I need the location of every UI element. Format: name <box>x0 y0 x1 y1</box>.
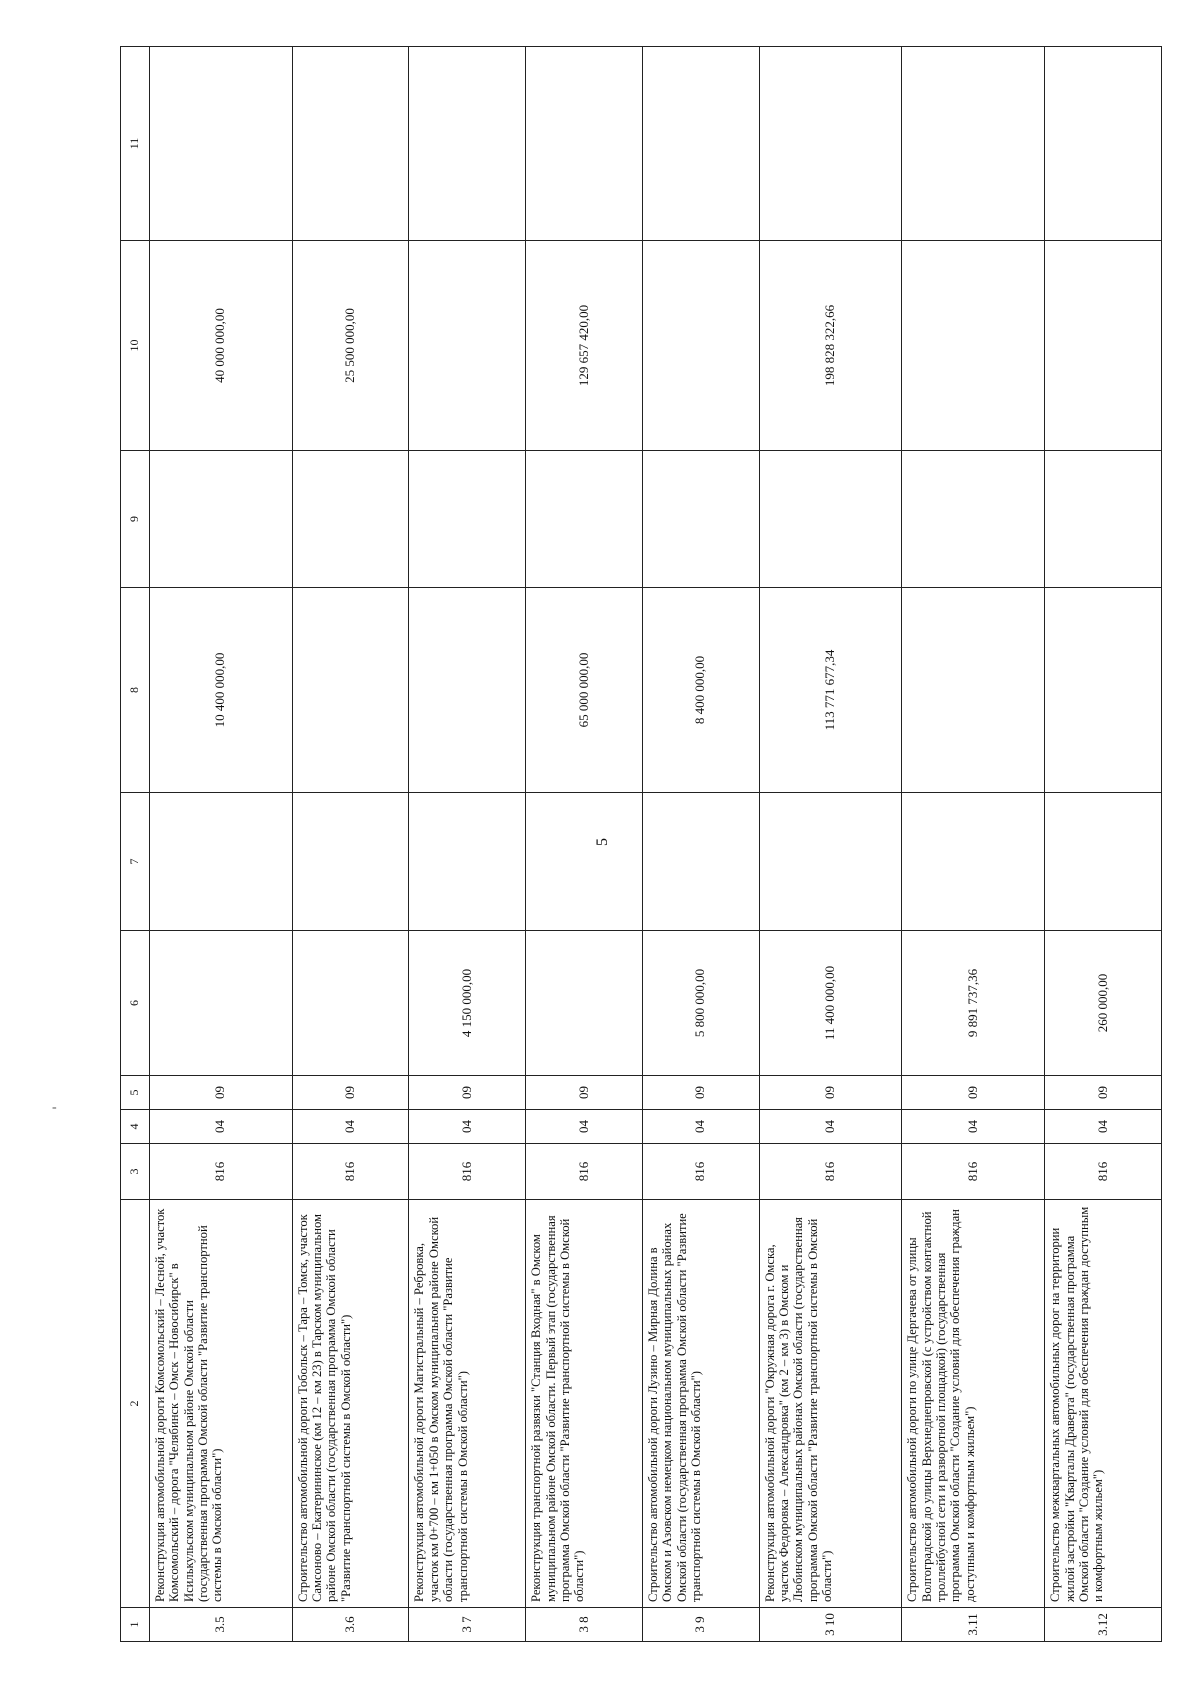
row-number: 3 8 <box>526 1608 643 1642</box>
row-description: Строительство автомобильной дороги Лузино – Мирная Долина в Омском и Азовском немецком национальном муниципальных районах Омской области (государственная программа Омской области "Развитие транспортной системы в Омской области") <box>642 1200 759 1608</box>
cell-col9 <box>409 451 526 588</box>
cell-col5: 09 <box>409 1076 526 1110</box>
cell-col4: 04 <box>292 1110 409 1144</box>
table-row <box>409 47 526 1642</box>
row-number: 3.12 <box>1045 1608 1162 1642</box>
cell-col7 <box>759 793 902 931</box>
cell-col8 <box>292 588 409 793</box>
cell-col6: 9 891 737,36 <box>902 931 1045 1076</box>
column-number: 11 <box>121 47 150 241</box>
row-description: Реконструкция автомобильной дороги Комсомольский – Лесной, участок Комсомольский – дорога "Челябинск – Омск – Новосибирск" в Исилькульском муниципальном районе Омской области (государственная программа Омской области "Развитие транспортной системы в Омской области") <box>150 1200 293 1608</box>
column-number: 5 <box>121 1076 150 1110</box>
cell-col5: 09 <box>642 1076 759 1110</box>
column-number: 4 <box>121 1110 150 1144</box>
cell-col5: 09 <box>292 1076 409 1110</box>
cell-col3: 816 <box>150 1144 293 1200</box>
cell-col5: 09 <box>1045 1076 1162 1110</box>
cell-col4: 04 <box>1045 1110 1162 1144</box>
cell-col7 <box>409 793 526 931</box>
cell-col10: 129 657 420,00 <box>526 241 643 451</box>
table-row <box>642 47 759 1642</box>
column-number: 7 <box>121 793 150 931</box>
cell-col10 <box>1045 241 1162 451</box>
column-number: 6 <box>121 931 150 1076</box>
cell-col8: 65 000 000,00 <box>526 588 643 793</box>
cell-col9 <box>1045 451 1162 588</box>
cell-col3: 816 <box>409 1144 526 1200</box>
row-description: Реконструкция транспортной развязки "Станция Входная" в Омском муниципальном районе Омской области. Первый этап (государственная программа Омской области "Развитие транспортной системы в Омской области") <box>526 1200 643 1608</box>
cell-col6 <box>150 931 293 1076</box>
cell-col11 <box>1045 47 1162 241</box>
cell-col4: 04 <box>642 1110 759 1144</box>
cell-col8: 8 400 000,00 <box>642 588 759 793</box>
table-row <box>759 47 902 1642</box>
cell-col6: 4 150 000,00 <box>409 931 526 1076</box>
cell-col9 <box>526 451 643 588</box>
table-row <box>150 47 293 1642</box>
cell-col8 <box>409 588 526 793</box>
cell-col9 <box>759 451 902 588</box>
cell-col5: 09 <box>526 1076 643 1110</box>
cell-col3: 816 <box>902 1144 1045 1200</box>
cell-col7 <box>150 793 293 931</box>
cell-col11 <box>292 47 409 241</box>
cell-col3: 816 <box>642 1144 759 1200</box>
cell-col9 <box>292 451 409 588</box>
cell-col11 <box>409 47 526 241</box>
column-number: 3 <box>121 1144 150 1200</box>
cell-col4: 04 <box>759 1110 902 1144</box>
scan-mark: - <box>52 1100 57 1115</box>
cell-col8 <box>902 588 1045 793</box>
row-number: 3 7 <box>409 1608 526 1642</box>
cell-col11 <box>150 47 293 241</box>
column-number: 10 <box>121 241 150 451</box>
cell-col4: 04 <box>526 1110 643 1144</box>
row-description: Строительство автомобильной дороги по улице Дергачева от улицы Волгоградской до улицы Верхнеднепровской (с устройством контактной троллейбусной сети и разворотной площадкой) (государственная программа Омской области "Создание условий для обеспечения граждан доступным и комфортным жильем") <box>902 1200 1045 1608</box>
cell-col6: 260 000,00 <box>1045 931 1162 1076</box>
cell-col10: 25 500 000,00 <box>292 241 409 451</box>
row-number: 3.11 <box>902 1608 1045 1642</box>
row-number: 3.6 <box>292 1608 409 1642</box>
cell-col10 <box>642 241 759 451</box>
cell-col11 <box>759 47 902 241</box>
row-description: Реконструкция автомобильной дороги "Окружная дорога г. Омска, участок Федоровка – Александровка" (км 2 – км 3) в Омском и Любинском муниципальных районах Омской области (государственная программа Омской области "Развитие транспортной системы в Омской области") <box>759 1200 902 1608</box>
cell-col4: 04 <box>150 1110 293 1144</box>
row-number: 3.5 <box>150 1608 293 1642</box>
rotated-table-container <box>120 47 1162 1642</box>
cell-col8 <box>1045 588 1162 793</box>
table-row <box>1045 47 1162 1642</box>
cell-col8: 113 771 677,34 <box>759 588 902 793</box>
cell-col6: 5 800 000,00 <box>642 931 759 1076</box>
column-number: 1 <box>121 1608 150 1642</box>
cell-col8: 10 400 000,00 <box>150 588 293 793</box>
cell-col7 <box>292 793 409 931</box>
cell-col10 <box>902 241 1045 451</box>
cell-col11 <box>526 47 643 241</box>
cell-col5: 09 <box>902 1076 1045 1110</box>
cell-col3: 816 <box>759 1144 902 1200</box>
row-description: Строительство межквартальных автомобильных дорог на территории жилой застройки "Кварталы Драверта" (государственная программа Омской области "Создание условий для обеспечения граждан доступным и комфортным жильем") <box>1045 1200 1162 1608</box>
row-description: Строительство автомобильной дороги Тобольск – Тара – Томск, участок Самсоново – Екатерининское (км 12 – км 23) в Тарском муниципальном районе Омской области (государственная программа Омской области "Развитие транспортной системы в Омской области") <box>292 1200 409 1608</box>
cell-col7 <box>642 793 759 931</box>
row-number: 3 10 <box>759 1608 902 1642</box>
cell-col3: 816 <box>1045 1144 1162 1200</box>
cell-col7 <box>526 793 643 931</box>
table-row <box>902 47 1045 1642</box>
cell-col10: 40 000 000,00 <box>150 241 293 451</box>
cell-col4: 04 <box>409 1110 526 1144</box>
cell-col5: 09 <box>150 1076 293 1110</box>
budget-table <box>120 46 1162 1642</box>
cell-col6 <box>292 931 409 1076</box>
cell-col9 <box>642 451 759 588</box>
table-row <box>526 47 643 1642</box>
table-row <box>292 47 409 1642</box>
cell-col6 <box>526 931 643 1076</box>
column-number: 2 <box>121 1200 150 1608</box>
page-number: 5 <box>594 838 611 846</box>
column-number: 8 <box>121 588 150 793</box>
cell-col7 <box>902 793 1045 931</box>
column-number-row <box>121 47 150 1642</box>
row-description: Реконструкция автомобильной дороги Магистральный – Ребровка, участок км 0+700 – км 1+050 в Омском муниципальном районе Омской области (государственная программа Омской области "Развитие транспортной системы в Омской области") <box>409 1200 526 1608</box>
cell-col9 <box>902 451 1045 588</box>
cell-col10: 198 828 322,66 <box>759 241 902 451</box>
column-number: 9 <box>121 451 150 588</box>
cell-col11 <box>902 47 1045 241</box>
cell-col6: 11 400 000,00 <box>759 931 902 1076</box>
cell-col7 <box>1045 793 1162 931</box>
cell-col3: 816 <box>526 1144 643 1200</box>
cell-col9 <box>150 451 293 588</box>
cell-col5: 09 <box>759 1076 902 1110</box>
cell-col3: 816 <box>292 1144 409 1200</box>
row-number: 3 9 <box>642 1608 759 1642</box>
cell-col10 <box>409 241 526 451</box>
cell-col11 <box>642 47 759 241</box>
cell-col4: 04 <box>902 1110 1045 1144</box>
